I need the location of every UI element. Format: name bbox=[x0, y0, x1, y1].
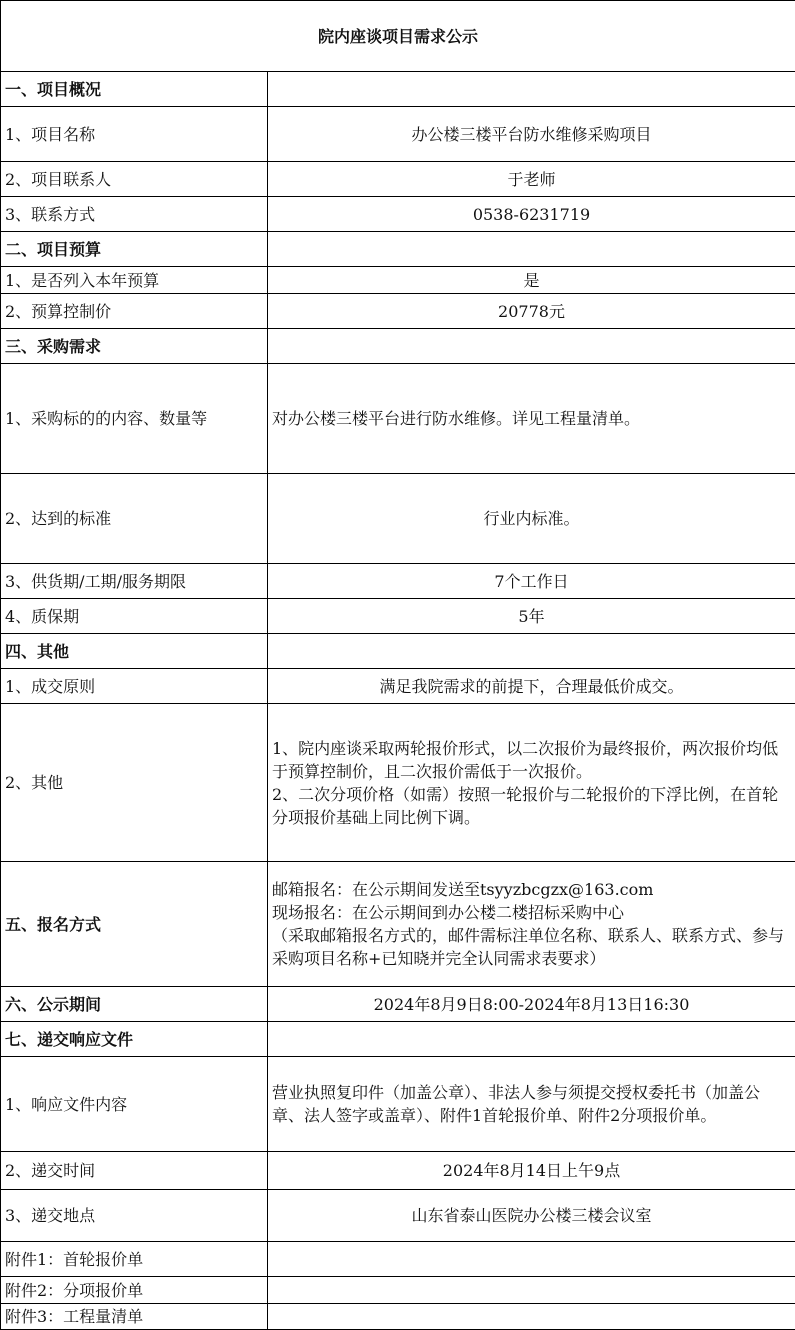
onsite-registration-text: 现场报名：在公示期间到办公楼二楼招标采购中心 bbox=[272, 901, 791, 924]
row-label: 2、预算控制价 bbox=[1, 294, 268, 329]
row-value: 办公楼三楼平台防水维修采购项目 bbox=[268, 107, 795, 162]
attachment-value bbox=[268, 1242, 795, 1277]
row-label: 2、递交时间 bbox=[1, 1152, 268, 1190]
table-row bbox=[1, 294, 795, 329]
section-header-row bbox=[1, 634, 795, 669]
section-row bbox=[1, 987, 795, 1022]
table-row bbox=[1, 107, 795, 162]
row-value: 2024年8月14日上午9点 bbox=[268, 1152, 795, 1190]
row-value: 0538-6231719 bbox=[268, 197, 795, 232]
row-label: 3、联系方式 bbox=[1, 197, 268, 232]
row-value: 2024年8月9日8:00-2024年8月13日16:30 bbox=[268, 987, 795, 1022]
section-heading: 七、递交响应文件 bbox=[1, 1022, 268, 1057]
table-row bbox=[1, 364, 795, 474]
row-value: 对办公楼三楼平台进行防水维修。详见工程量清单。 bbox=[268, 364, 795, 474]
table-row bbox=[1, 162, 795, 197]
row-label: 2、项目联系人 bbox=[1, 162, 268, 197]
row-label: 1、采购标的的内容、数量等 bbox=[1, 364, 268, 474]
email-registration-text: 邮箱报名：在公示期间发送至tsyyzbcgzx@163.com bbox=[272, 878, 791, 901]
row-value: 20778元 bbox=[268, 294, 795, 329]
table-row bbox=[1, 1057, 795, 1152]
table-row bbox=[1, 474, 795, 564]
section-header-row bbox=[1, 72, 795, 107]
row-label: 3、供货期/工期/服务期限 bbox=[1, 564, 268, 599]
attachment-value bbox=[268, 1277, 795, 1304]
row-value: 7个工作日 bbox=[268, 564, 795, 599]
section-heading: 一、项目概况 bbox=[1, 72, 268, 107]
row-label: 3、递交地点 bbox=[1, 1190, 268, 1242]
table-row bbox=[1, 564, 795, 599]
section-header-row bbox=[1, 232, 795, 267]
rule-paragraph: 2、二次分项价格（如需）按照一轮报价与二轮报价的下浮比例，在首轮分项报价基础上同比例下调。 bbox=[272, 783, 791, 829]
empty-cell bbox=[268, 1022, 795, 1057]
section-heading: 五、报名方式 bbox=[1, 862, 268, 987]
table-row bbox=[1, 267, 795, 294]
row-value: 于老师 bbox=[268, 162, 795, 197]
registration-note-text: （采取邮箱报名方式的，邮件需标注单位名称、联系人、联系方式、参与采购项目名称+已知晓并完全认同需求表要求） bbox=[272, 924, 791, 970]
table-row bbox=[1, 1152, 795, 1190]
row-value: 山东省泰山医院办公楼三楼会议室 bbox=[268, 1190, 795, 1242]
row-value: 满足我院需求的前提下，合理最低价成交。 bbox=[268, 669, 795, 704]
rule-paragraph: 1、院内座谈采取两轮报价形式，以二次报价为最终报价，两次报价均低于预算控制价，且二次报价需低于一次报价。 bbox=[272, 737, 791, 783]
table-row bbox=[1, 669, 795, 704]
table-row bbox=[1, 599, 795, 634]
section-heading: 六、公示期间 bbox=[1, 987, 268, 1022]
table-row bbox=[1, 197, 795, 232]
attachment-label: 附件2：分项报价单 bbox=[1, 1277, 268, 1304]
attachment-row bbox=[1, 1277, 795, 1304]
attachment-label: 附件3：工程量清单 bbox=[1, 1304, 268, 1330]
empty-cell bbox=[268, 634, 795, 669]
row-value: 5年 bbox=[268, 599, 795, 634]
section-heading: 三、采购需求 bbox=[1, 329, 268, 364]
row-label: 1、成交原则 bbox=[1, 669, 268, 704]
section-row bbox=[1, 862, 795, 987]
row-value: 营业执照复印件（加盖公章）、非法人参与须提交授权委托书（加盖公章、法人签字或盖章）、附件1首轮报价单、附件2分项报价单。 bbox=[268, 1057, 795, 1152]
page-title: 院内座谈项目需求公示 bbox=[1, 1, 795, 72]
attachment-label: 附件1：首轮报价单 bbox=[1, 1242, 268, 1277]
empty-cell bbox=[268, 329, 795, 364]
title-row bbox=[1, 1, 795, 72]
section-header-row bbox=[1, 329, 795, 364]
section-heading: 二、项目预算 bbox=[1, 232, 268, 267]
row-value bbox=[268, 862, 795, 987]
row-label: 2、达到的标准 bbox=[1, 474, 268, 564]
table-row bbox=[1, 704, 795, 862]
empty-cell bbox=[268, 72, 795, 107]
row-value: 是 bbox=[268, 267, 795, 294]
attachment-row bbox=[1, 1242, 795, 1277]
table-row bbox=[1, 1190, 795, 1242]
section-header-row bbox=[1, 1022, 795, 1057]
row-label: 1、项目名称 bbox=[1, 107, 268, 162]
row-label: 1、响应文件内容 bbox=[1, 1057, 268, 1152]
row-value: 行业内标准。 bbox=[268, 474, 795, 564]
row-label: 2、其他 bbox=[1, 704, 268, 862]
section-heading: 四、其他 bbox=[1, 634, 268, 669]
row-label: 4、质保期 bbox=[1, 599, 268, 634]
row-value bbox=[268, 704, 795, 862]
row-label: 1、是否列入本年预算 bbox=[1, 267, 268, 294]
empty-cell bbox=[268, 232, 795, 267]
